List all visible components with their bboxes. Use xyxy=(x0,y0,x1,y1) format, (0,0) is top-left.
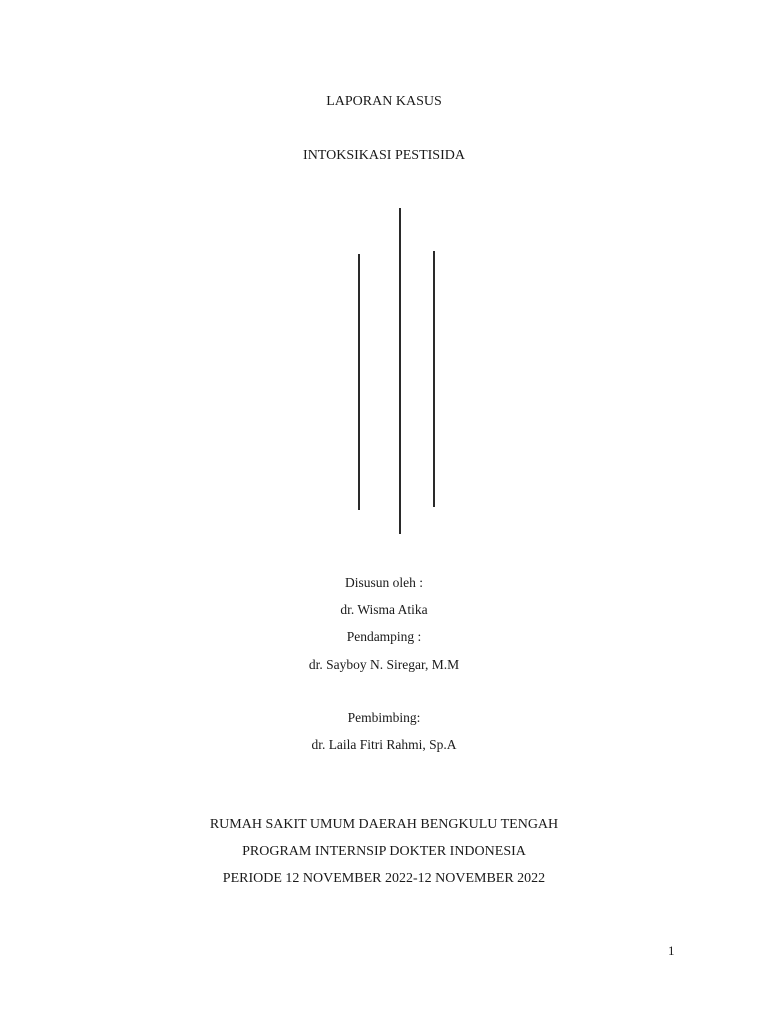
report-subtitle: INTOKSIKASI PESTISIDA xyxy=(303,148,465,163)
report-title: LAPORAN KASUS xyxy=(326,94,442,109)
supervisor-label: Pembimbing: xyxy=(347,710,421,725)
prepared-by-name: dr. Wisma Atika xyxy=(340,602,428,617)
companion-label: Pendamping : xyxy=(346,629,422,644)
page-number: 1 xyxy=(668,943,675,958)
hospital-name: RUMAH SAKIT UMUM DAERAH BENGKULU TENGAH xyxy=(209,817,559,832)
supervisor-name: dr. Laila Fitri Rahmi, Sp.A xyxy=(311,737,457,752)
program-name: PROGRAM INTERNSIP DOKTER INDONESIA xyxy=(242,844,526,859)
logo-bar-center xyxy=(399,208,401,534)
program-period: PERIODE 12 NOVEMBER 2022-12 NOVEMBER 2022 xyxy=(222,871,546,886)
logo-bar-left xyxy=(358,254,360,510)
companion-name: dr. Sayboy N. Siregar, M.M xyxy=(308,657,460,672)
logo-bar-right xyxy=(433,251,435,507)
prepared-by-label: Disusun oleh : xyxy=(344,575,423,590)
